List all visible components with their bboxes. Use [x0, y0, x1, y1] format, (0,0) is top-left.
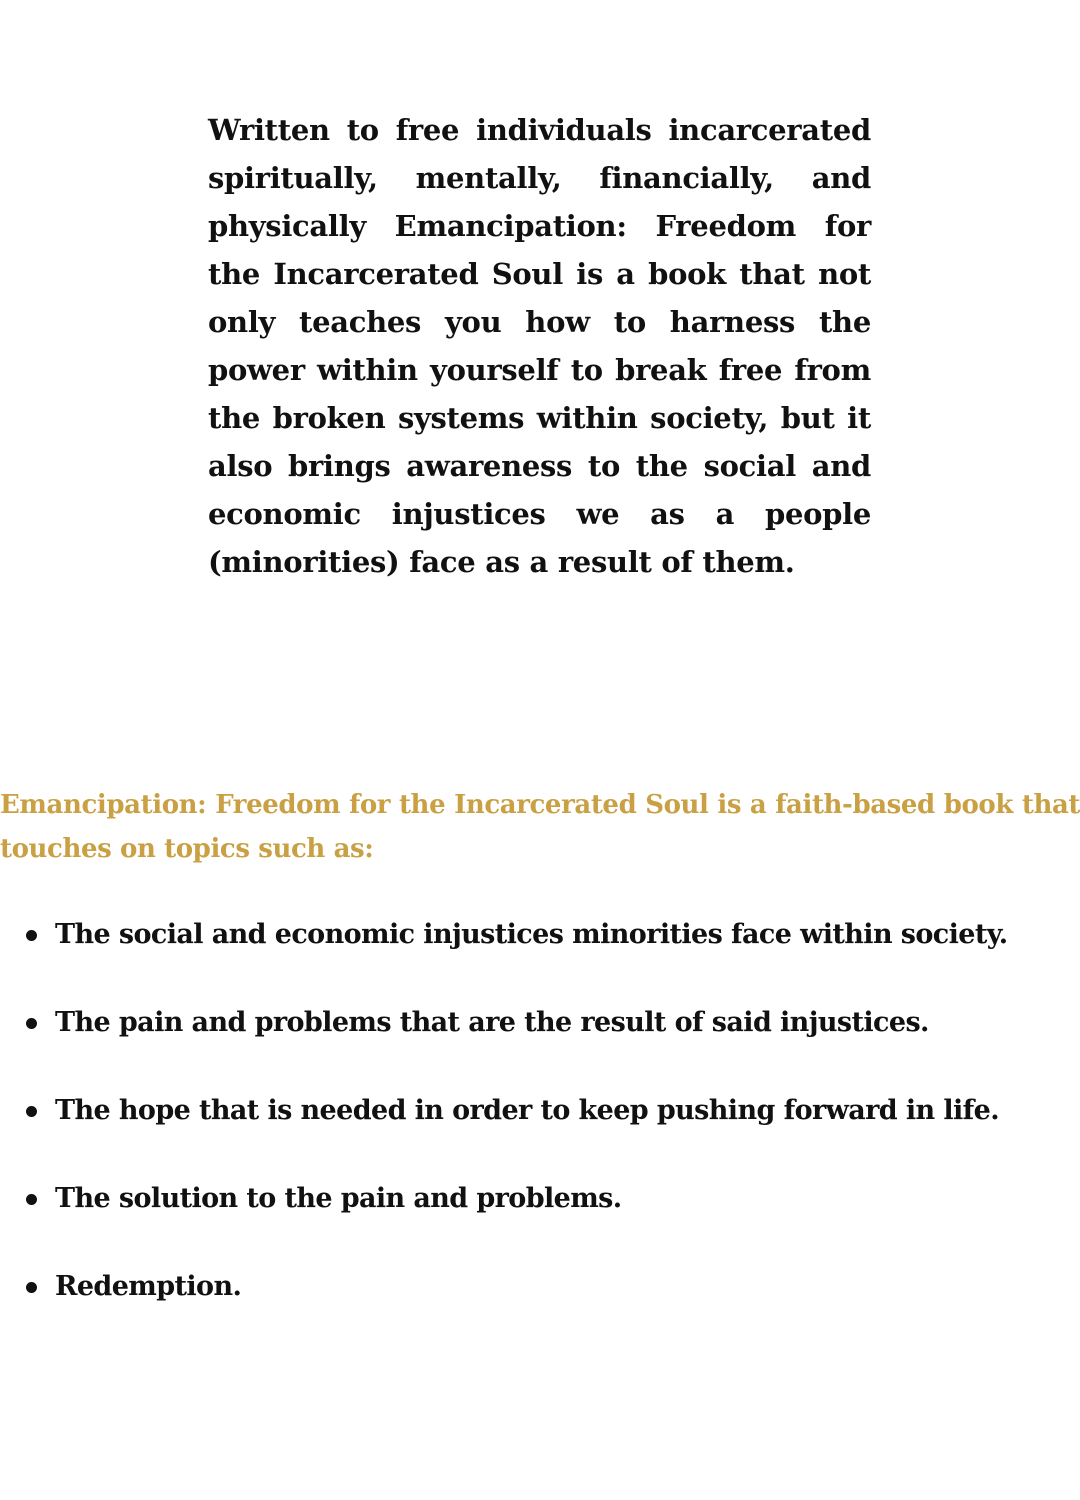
list-item-text: Redemption.: [55, 1271, 242, 1302]
intro-paragraph: Written to free individuals incarcerated spiritually, mentally, financially, and physically Emancipation: Freedom for the Incarcerated Soul is a book that not only teaches you how to harness the power within yourself to break free from the broken systems within society, but it also brings awareness to the social and economic injustices we as a people (minorities) face as a result of them.: [208, 113, 871, 579]
list-item-text: The social and economic injustices minorities face within society.: [55, 919, 1008, 950]
bullet-icon: [26, 1018, 37, 1029]
list-item-text: The pain and problems that are the result of said injustices.: [55, 1007, 929, 1038]
list-item-text: The solution to the pain and problems.: [55, 1183, 622, 1214]
topics-list: [0, 912, 1080, 1352]
bullet-icon: [26, 1106, 37, 1117]
list-item-text: The hope that is needed in order to keep pushing forward in life.: [55, 1095, 1000, 1126]
bullet-icon: [26, 1282, 37, 1293]
bullet-icon: [26, 1194, 37, 1205]
list-item: [0, 1000, 1080, 1088]
bullet-icon: [26, 930, 37, 941]
list-item: [0, 1264, 1080, 1352]
list-item: [0, 1176, 1080, 1264]
list-item: [0, 1088, 1080, 1176]
list-item: [0, 912, 1080, 1000]
topics-heading: Emancipation: Freedom for the Incarcerated Soul is a faith-based book that touches on topics such as:: [0, 790, 1080, 864]
